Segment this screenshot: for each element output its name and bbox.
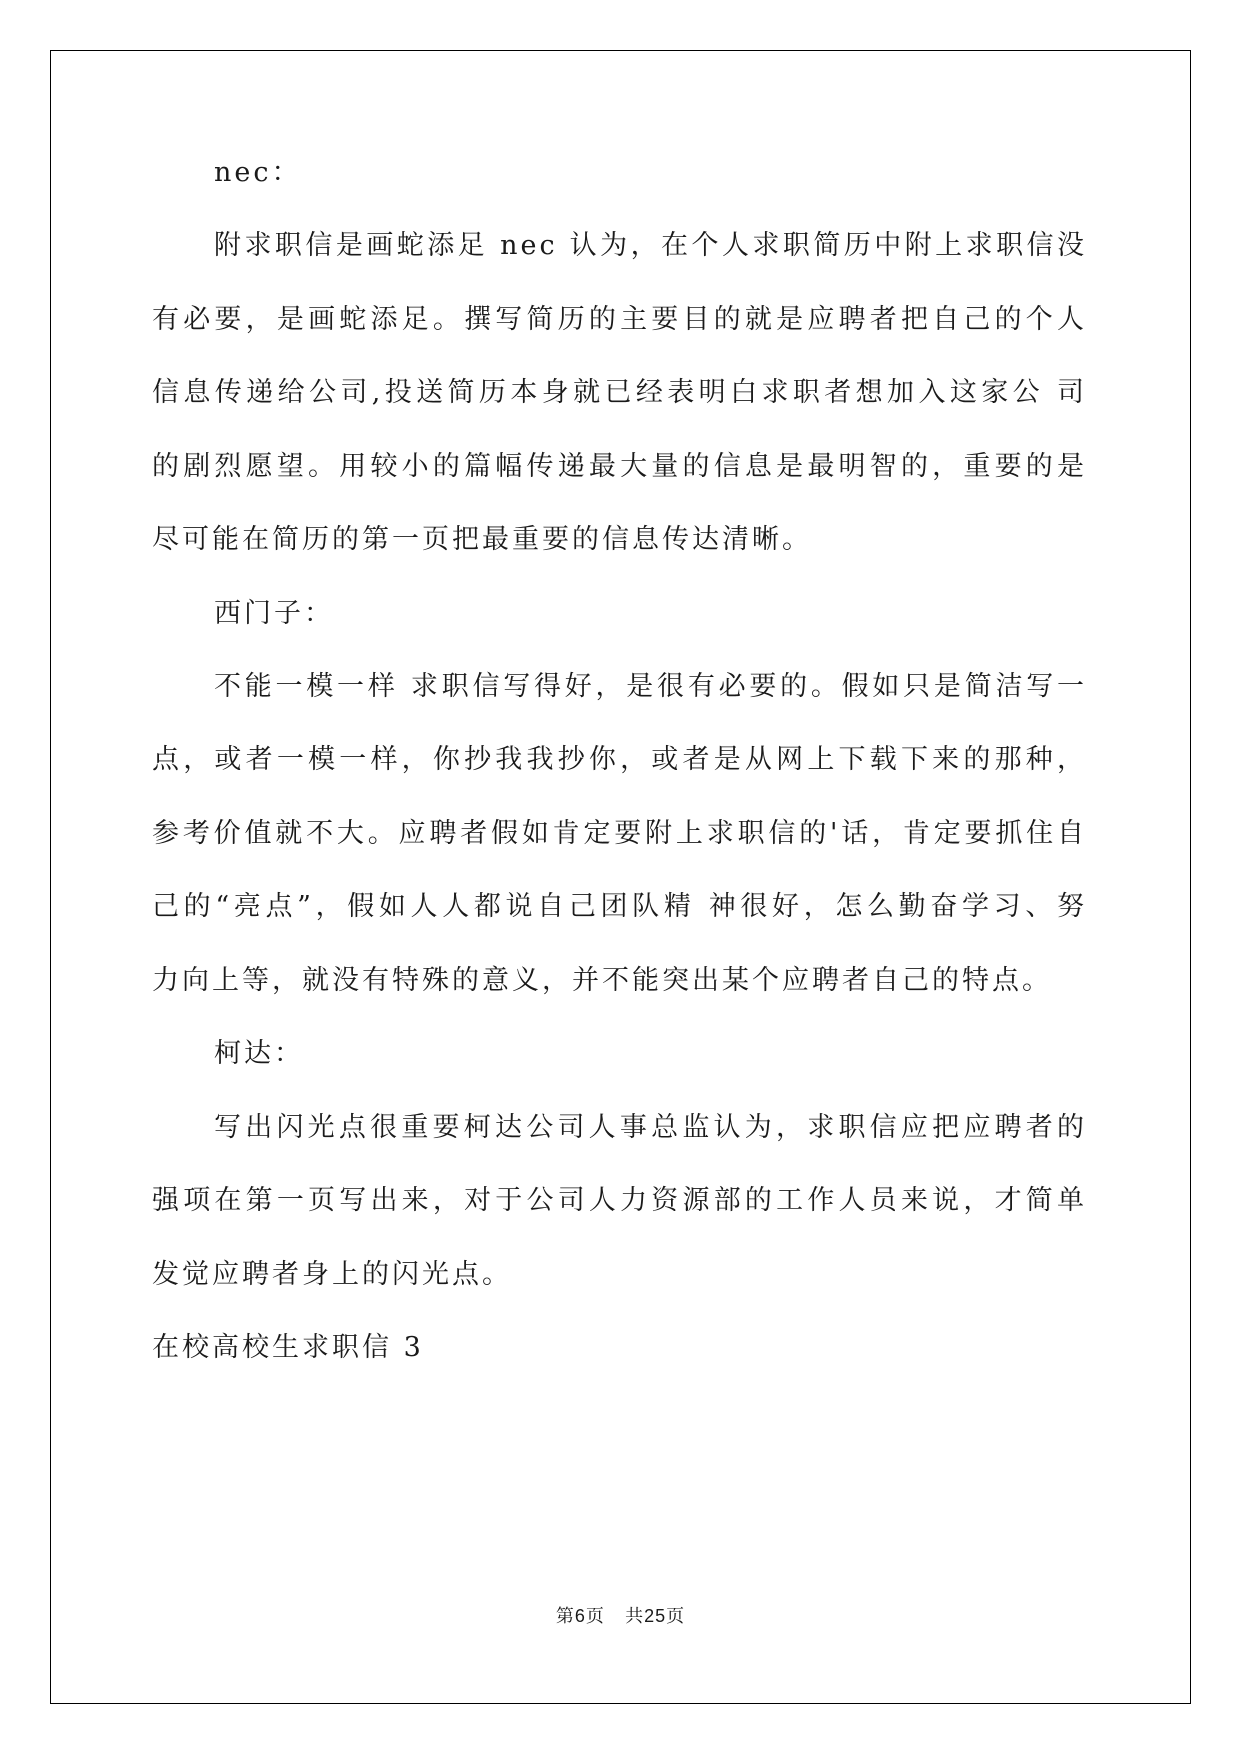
paragraph-line: 的剧烈愿望。用较小的篇幅传递最大量的信息是最明智的，重要的是 [152,451,1087,482]
paragraph-line: 参考价值就不大。应聘者假如肯定要附上求职信的'话，肯定要抓住自 [152,818,1087,849]
footer-prefix: 第 [555,1606,575,1627]
paragraph-line: 写出闪光点很重要柯达公司人事总监认为，求职信应把应聘者的 [214,1112,1087,1143]
paragraph-line: 力向上等，就没有特殊的意义，并不能突出某个应聘者自己的特点。 [152,965,1052,996]
paragraph-line: 信息传递给公司,投送简历本身就已经表明白求职者想加入这家公 司 [152,377,1087,408]
footer-total-prefix: 共 [625,1606,645,1627]
footer-page-suffix: 页 [585,1606,605,1627]
paragraph-line: 发觉应聘者身上的闪光点。 [152,1259,512,1290]
section-title: 在校高校生求职信 3 [152,1332,424,1363]
paragraph-heading-nec: nec： [214,157,302,188]
footer-page-number: 6 [574,1606,586,1626]
paragraph-heading-siemens: 西门子： [214,598,334,629]
page-border [50,50,1191,1704]
paragraph-line: 有必要，是画蛇添足。撰写简历的主要目的就是应聘者把自己的个人 [152,304,1087,335]
footer-total-pages: 25 [644,1606,667,1626]
paragraph-heading-kodak: 柯达： [214,1038,304,1069]
paragraph-line: 尽可能在简历的第一页把最重要的信息传达清晰。 [152,524,812,555]
paragraph-line: 己的“亮点”，假如人人都说自己团队精 神很好，怎么勤奋学习、努 [152,891,1087,922]
paragraph-line: 不能一模一样 求职信写得好，是很有必要的。假如只是简洁写一 [214,671,1087,702]
paragraph-line: 点，或者一模一样，你抄我我抄你，或者是从网上下载下来的那种， [152,744,1087,775]
paragraph-line: 附求职信是画蛇添足 nec 认为，在个人求职简历中附上求职信没 [214,230,1087,261]
page-footer [0,1602,1241,1628]
paragraph-line: 强项在第一页写出来，对于公司人力资源部的工作人员来说，才简单 [152,1185,1087,1216]
footer-total-suffix: 页 [666,1606,686,1627]
